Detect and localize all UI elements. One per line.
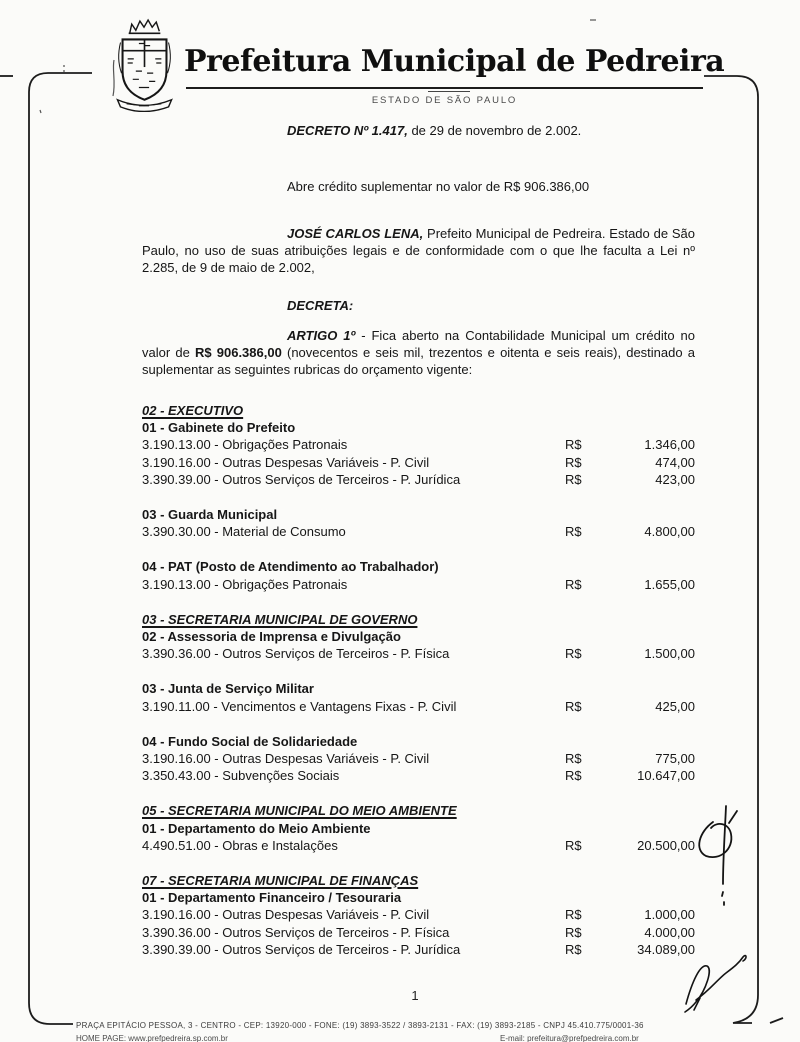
footer-email: E-mail: prefeitura@prefpedreira.com.br [500, 1034, 639, 1042]
footer-address-line: PRAÇA EPITÁCIO PESSOA, 3 - CENTRO - CEP: 13920-000 - FONE: (19) 3893-3522 / 3893-2131 - FAX: (19) 3893-2185 - CNPJ 45.410.775/0001-36 [76, 1021, 644, 1030]
unit-header: 04 - Fundo Social de Solidariedade [142, 733, 358, 749]
artigo-text-1: - Fica aberto na Contabilidade Municipal um crédito no valor de [142, 328, 695, 361]
line-item-desc: 3.390.39.00 - Outros Serviços de Terceiros - P. Jurídica [142, 471, 461, 487]
decree-preamble [142, 225, 695, 277]
budget-line-item [142, 906, 695, 923]
line-item-desc: 3.190.16.00 - Outras Despesas Variáveis - P. Civil [142, 454, 430, 470]
line-item-amount: 34.089,00 [637, 941, 695, 957]
line-item-desc: 3.350.43.00 - Subvenções Sociais [142, 768, 340, 784]
frame-right [704, 76, 783, 1023]
line-item-amount: 4.800,00 [644, 524, 695, 540]
budget-line-item [142, 837, 695, 854]
unit-header: 02 - Assessoria de Imprensa e Divulgação [142, 629, 401, 645]
currency-label: R$ [565, 751, 582, 767]
unit-header: 01 - Departamento Financeiro / Tesouraria [142, 890, 402, 906]
line-item-desc: 3.190.13.00 - Obrigações Patronais [142, 437, 348, 453]
section-header-meio-ambiente: 05 - SECRETARIA MUNICIPAL DO MEIO AMBIENTE [142, 803, 457, 819]
budget-line-item [142, 767, 695, 784]
line-item-desc: 4.490.51.00 - Obras e Instalações [142, 837, 338, 853]
preamble-text: Prefeito Municipal de Pedreira. Estado de São Paulo, no uso de suas atribuições legais e de conformidade com o que lhe faculta a Lei nº 2.285, de 9 de maio de 2.002, [142, 226, 695, 276]
unit-header: 01 - Departamento do Meio Ambiente [142, 820, 371, 836]
currency-label: R$ [565, 437, 582, 453]
decree-date: de 29 de novembro de 2.002. [407, 123, 582, 138]
page-number: 1 [411, 988, 419, 1003]
currency-label: R$ [565, 698, 582, 714]
line-item-desc: 3.390.36.00 - Outros Serviços de Terceiros - P. Física [142, 924, 450, 940]
line-item-amount: 1.500,00 [644, 646, 695, 662]
section-header-financas: 07 - SECRETARIA MUNICIPAL DE FINANÇAS [142, 873, 419, 889]
line-item-amount: 1.346,00 [644, 437, 695, 453]
coat-of-arms [108, 18, 180, 112]
unit-header: 04 - PAT (Posto de Atendimento ao Trabalhador) [142, 559, 439, 575]
budget-line-item [142, 454, 695, 471]
line-item-desc: 3.390.39.00 - Outros Serviços de Terceiros - P. Jurídica [142, 941, 461, 957]
artigo-amount: R$ 906.386,00 [194, 345, 282, 361]
header-rule-fragment [428, 91, 470, 92]
artigo-1-paragraph [142, 327, 695, 379]
currency-label: R$ [565, 837, 582, 853]
line-item-desc: 3.190.16.00 - Outras Despesas Variáveis - P. Civil [142, 751, 430, 767]
line-item-desc: 3.390.36.00 - Outros Serviços de Terceiros - P. Física [142, 646, 450, 662]
frame-left [0, 73, 92, 1024]
budget-line-item [142, 576, 695, 593]
currency-label: R$ [565, 471, 582, 487]
line-item-desc: 3.390.30.00 - Material de Consumo [142, 524, 346, 540]
handwritten-paraph [699, 806, 737, 905]
section-header-executivo: 02 - EXECUTIVO [142, 403, 244, 418]
decree-summary: Abre crédito suplementar no valor de R$ 906.386,00 [287, 179, 590, 194]
currency-label: R$ [565, 907, 582, 923]
header-rule [186, 87, 703, 89]
budget-line-item [142, 941, 695, 958]
budget-table [142, 402, 695, 958]
budget-line-item [142, 523, 695, 540]
footer-homepage: HOME PAGE: www.prefpedreira.sp.com.br [76, 1034, 228, 1042]
line-item-amount: 423,00 [655, 471, 695, 487]
handwritten-signature [685, 956, 746, 1012]
line-item-desc: 3.190.13.00 - Obrigações Patronais [142, 576, 348, 592]
municipality-title: Prefeitura Municipal de Pedreira [184, 44, 725, 79]
budget-line-item [142, 645, 695, 662]
currency-label: R$ [565, 524, 582, 540]
budget-line-item [142, 698, 695, 715]
currency-label: R$ [565, 768, 582, 784]
budget-line-item [142, 436, 695, 453]
line-item-amount: 425,00 [655, 698, 695, 714]
budget-line-item [142, 750, 695, 767]
line-item-amount: 20.500,00 [637, 837, 695, 853]
line-item-amount: 1.655,00 [644, 576, 695, 592]
state-subtitle: ESTADO DE SÃO PAULO [371, 95, 518, 106]
line-item-amount: 775,00 [655, 751, 695, 767]
budget-line-item [142, 924, 695, 941]
line-item-amount: 10.647,00 [637, 768, 695, 784]
currency-label: R$ [565, 646, 582, 662]
unit-header: 03 - Guarda Municipal [142, 507, 278, 523]
line-item-amount: 474,00 [655, 454, 695, 470]
unit-header: 03 - Junta de Serviço Militar [142, 681, 314, 697]
decreta-heading: DECRETA: [287, 298, 354, 313]
currency-label: R$ [565, 454, 582, 470]
decree-title-line [287, 122, 717, 139]
unit-header: 01 - Gabinete do Prefeito [142, 420, 296, 436]
section-header-governo: 03 - SECRETARIA MUNICIPAL DE GOVERNO [142, 611, 418, 627]
artigo-text-2: (novecentos e seis mil, trezentos e oitenta e seis reais), destinado a suplementar as seguintes rubricas do orçamento vigente: [142, 345, 695, 378]
currency-label: R$ [565, 576, 582, 592]
line-item-desc: 3.190.11.00 - Vencimentos e Vantagens Fixas - P. Civil [142, 698, 457, 714]
line-item-amount: 1.000,00 [644, 907, 695, 923]
mayor-name: JOSÉ CARLOS LENA, [287, 226, 424, 241]
decree-number: DECRETO Nº 1.417, [287, 123, 408, 138]
line-item-desc: 3.190.16.00 - Outras Despesas Variáveis - P. Civil [142, 907, 430, 923]
line-item-amount: 4.000,00 [644, 924, 695, 940]
currency-label: R$ [565, 924, 582, 940]
budget-line-item [142, 471, 695, 488]
artigo-label: ARTIGO 1º [287, 328, 356, 343]
currency-label: R$ [565, 941, 582, 957]
